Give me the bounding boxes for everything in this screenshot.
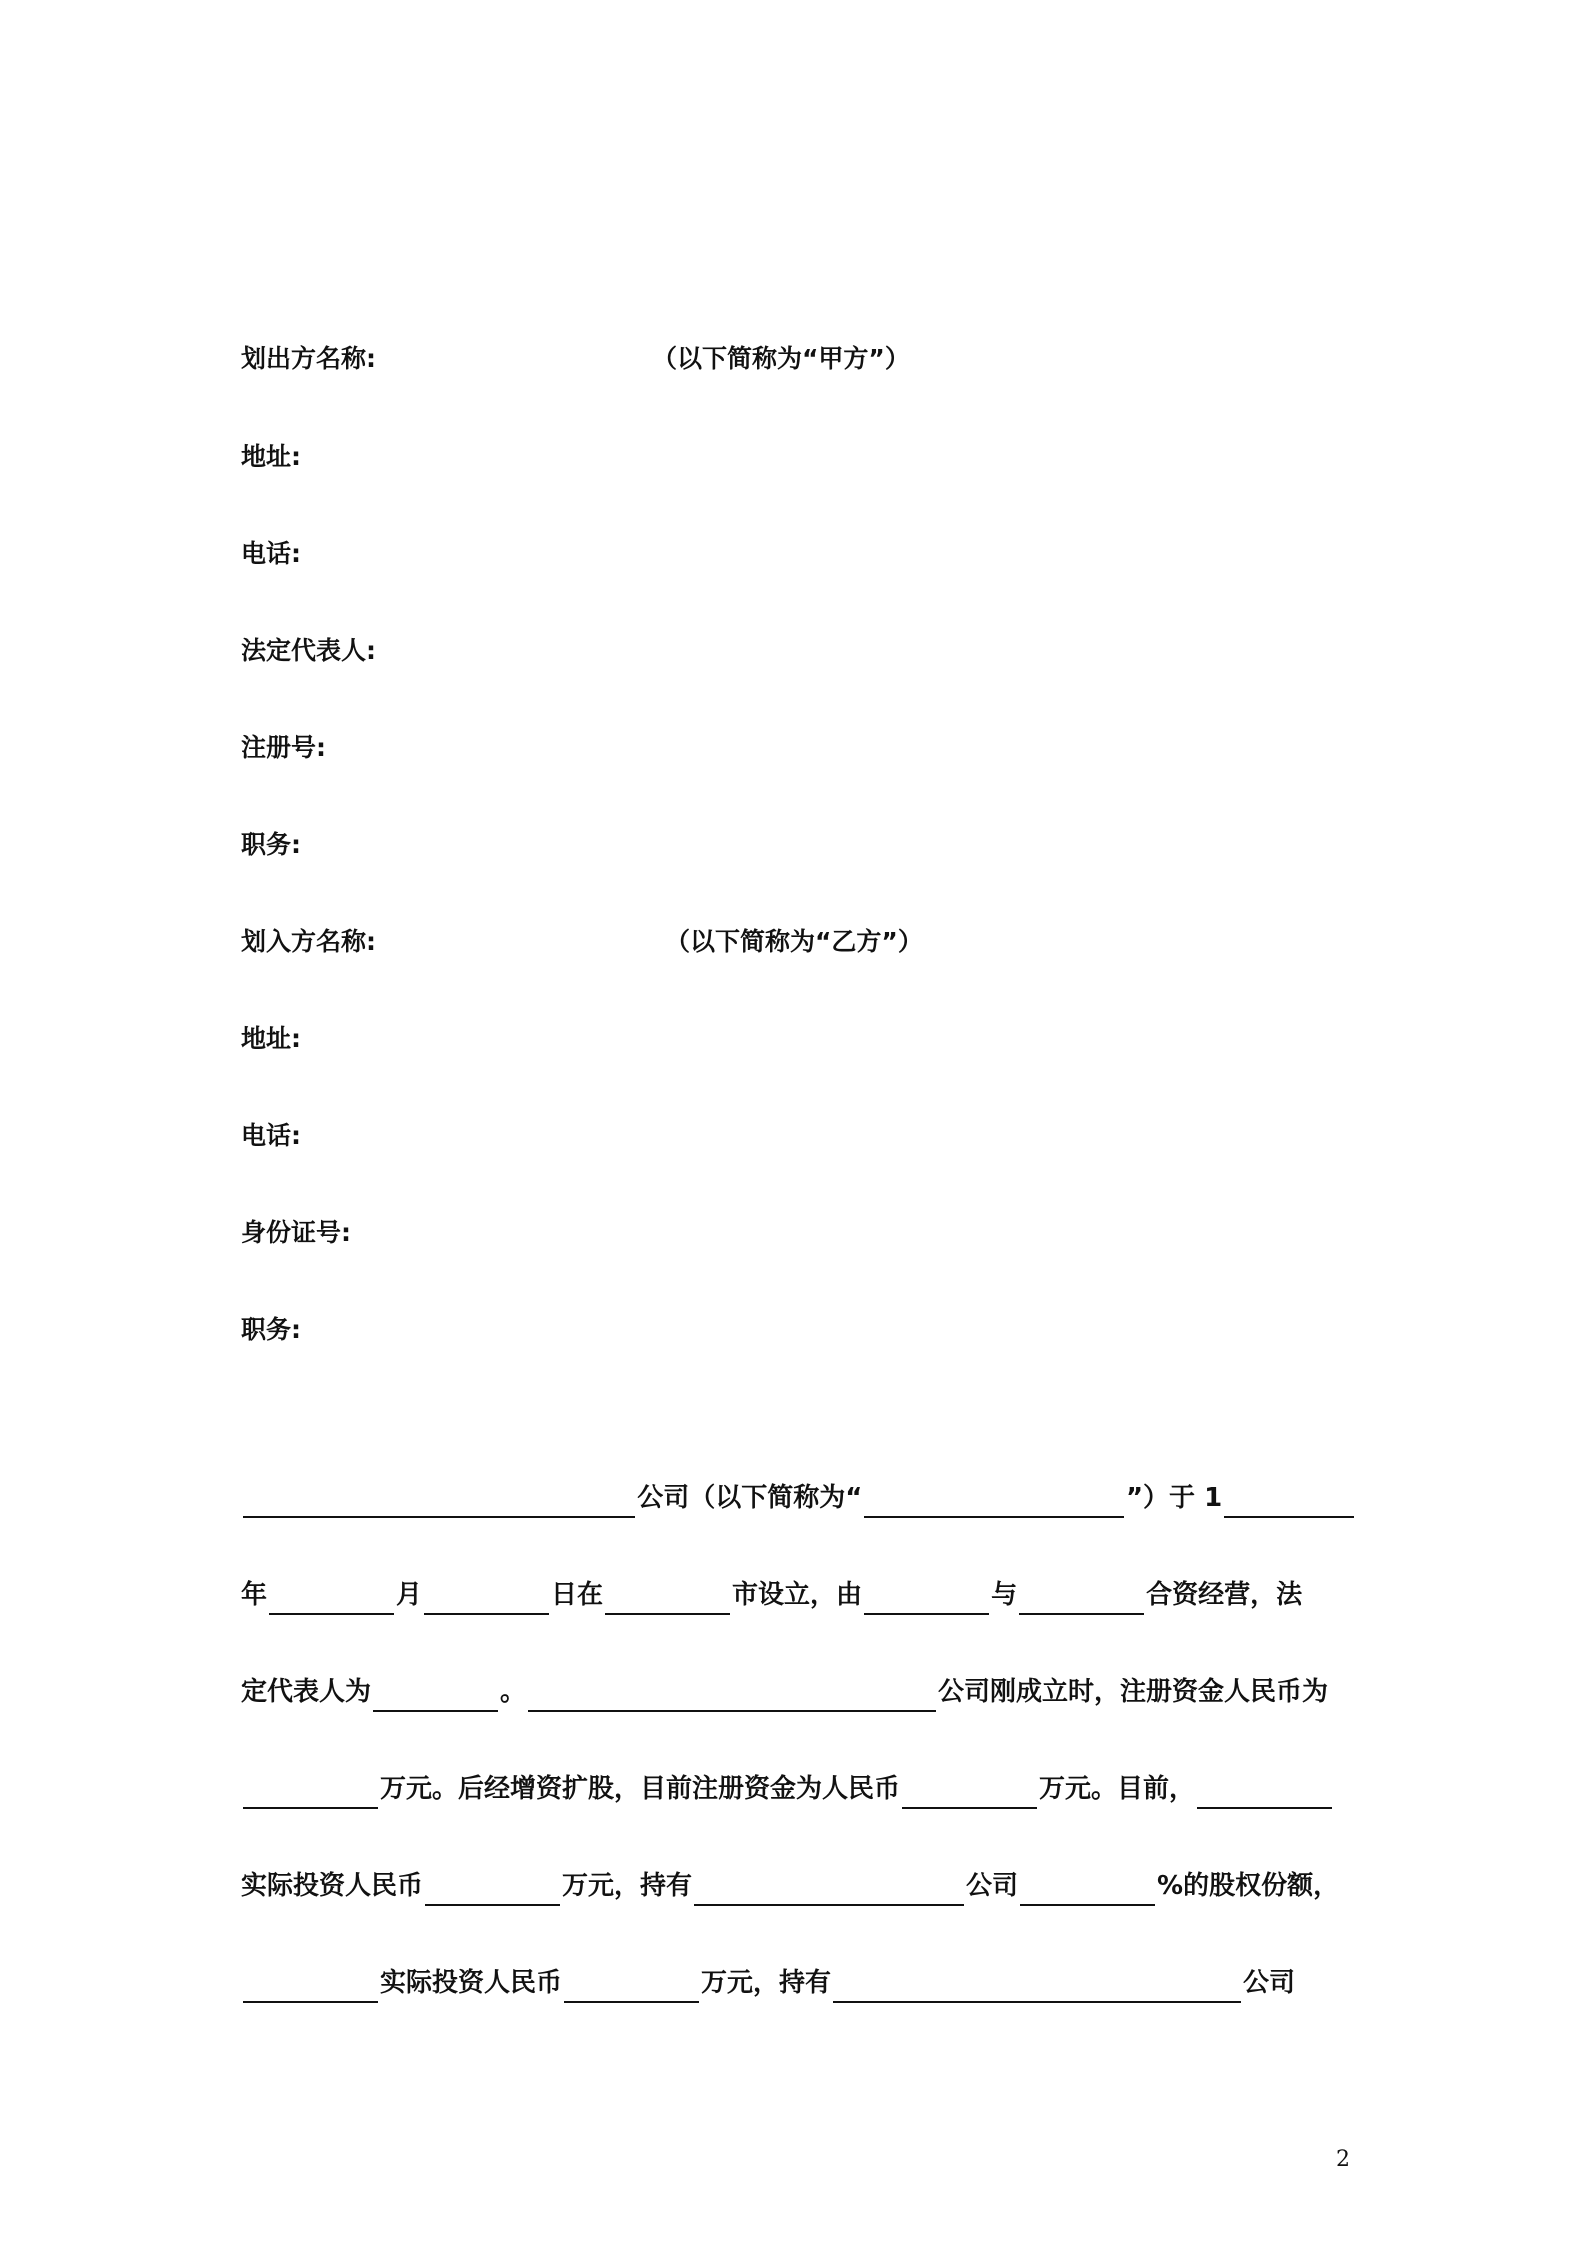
party-a-address-label: 地址: (241, 442, 301, 471)
paragraph-text: 公司（以下简称为“ (637, 1483, 863, 1513)
paragraph-text: 万元。目前， (1039, 1774, 1196, 1804)
share-percent-blank[interactable] (1020, 1874, 1155, 1906)
paragraph-text: 万元。后经增资扩股，目前注册资金为人民币 (380, 1774, 901, 1804)
investment-1-blank[interactable] (425, 1874, 560, 1906)
paragraph-text: 定代表人为 (241, 1677, 372, 1707)
paragraph-text: 实际投资人民币 (380, 1968, 563, 1998)
company-name-4-blank[interactable] (833, 1971, 1241, 2003)
year-suffix-blank[interactable] (269, 1583, 394, 1615)
partner-1-blank[interactable] (864, 1583, 989, 1615)
paragraph-text: ”）于 1 (1125, 1483, 1223, 1513)
paragraph-text: 月 (396, 1580, 423, 1610)
party-b-id-label: 身份证号: (241, 1218, 351, 1247)
paragraph-text: 公司 (966, 1871, 1019, 1901)
paragraph-line-1 (241, 1478, 1356, 1518)
party-b-name-label: 划入方名称: (241, 927, 376, 956)
party-a-reg-no-label: 注册号: (241, 733, 326, 762)
paragraph-text: 合资经营，法 (1146, 1580, 1303, 1610)
party-a-position-label: 职务: (241, 830, 301, 859)
page-number: 2 (1336, 2147, 1350, 2172)
year-blank[interactable] (1224, 1486, 1354, 1518)
paragraph-text: 万元，持有 (562, 1871, 693, 1901)
party-a-phone-label: 电话: (241, 539, 301, 568)
party-b-phone-label: 电话: (241, 1121, 301, 1150)
current-capital-blank[interactable] (902, 1777, 1037, 1809)
paragraph-text: 年 (241, 1580, 268, 1610)
paragraph-text: %的股权份额， (1157, 1871, 1340, 1901)
company-name-3-blank[interactable] (694, 1874, 964, 1906)
party-b-name-note: （以下简称为“乙方”） (665, 927, 923, 956)
investor-2-blank[interactable] (243, 1971, 378, 2003)
party-b-position-label: 职务: (241, 1315, 301, 1344)
paragraph-text: 公司刚成立时，注册资金人民币为 (938, 1677, 1329, 1707)
partner-2-blank[interactable] (1019, 1583, 1144, 1615)
party-a-legal-rep-label: 法定代表人: (241, 636, 376, 665)
company-name-2-blank[interactable] (528, 1680, 936, 1712)
paragraph-line-6 (241, 1963, 1356, 2003)
paragraph-text: 实际投资人民币 (241, 1871, 424, 1901)
paragraph-line-3 (241, 1672, 1356, 1712)
paragraph-line-2 (241, 1575, 1356, 1615)
day-blank[interactable] (605, 1583, 730, 1615)
company-name-blank[interactable] (243, 1486, 635, 1518)
paragraph-text: 市设立，由 (732, 1580, 863, 1610)
party-a-name-note: （以下简称为“甲方”） (652, 344, 910, 373)
company-short-name-blank[interactable] (864, 1486, 1124, 1518)
investment-2-blank[interactable] (564, 1971, 699, 2003)
paragraph-text: 与 (991, 1580, 1018, 1610)
paragraph-line-4 (241, 1769, 1356, 1809)
party-a-name-label: 划出方名称: (241, 344, 376, 373)
initial-capital-blank[interactable] (243, 1777, 378, 1809)
paragraph-line-5 (241, 1866, 1356, 1906)
paragraph-text: 。 (500, 1677, 527, 1707)
paragraph-text: 日在 (551, 1580, 604, 1610)
legal-rep-blank[interactable] (373, 1680, 498, 1712)
investor-1-blank[interactable] (1197, 1777, 1332, 1809)
party-b-address-label: 地址: (241, 1024, 301, 1053)
paragraph-text: 万元，持有 (701, 1968, 832, 1998)
month-blank[interactable] (424, 1583, 549, 1615)
paragraph-text: 公司 (1243, 1968, 1296, 1998)
